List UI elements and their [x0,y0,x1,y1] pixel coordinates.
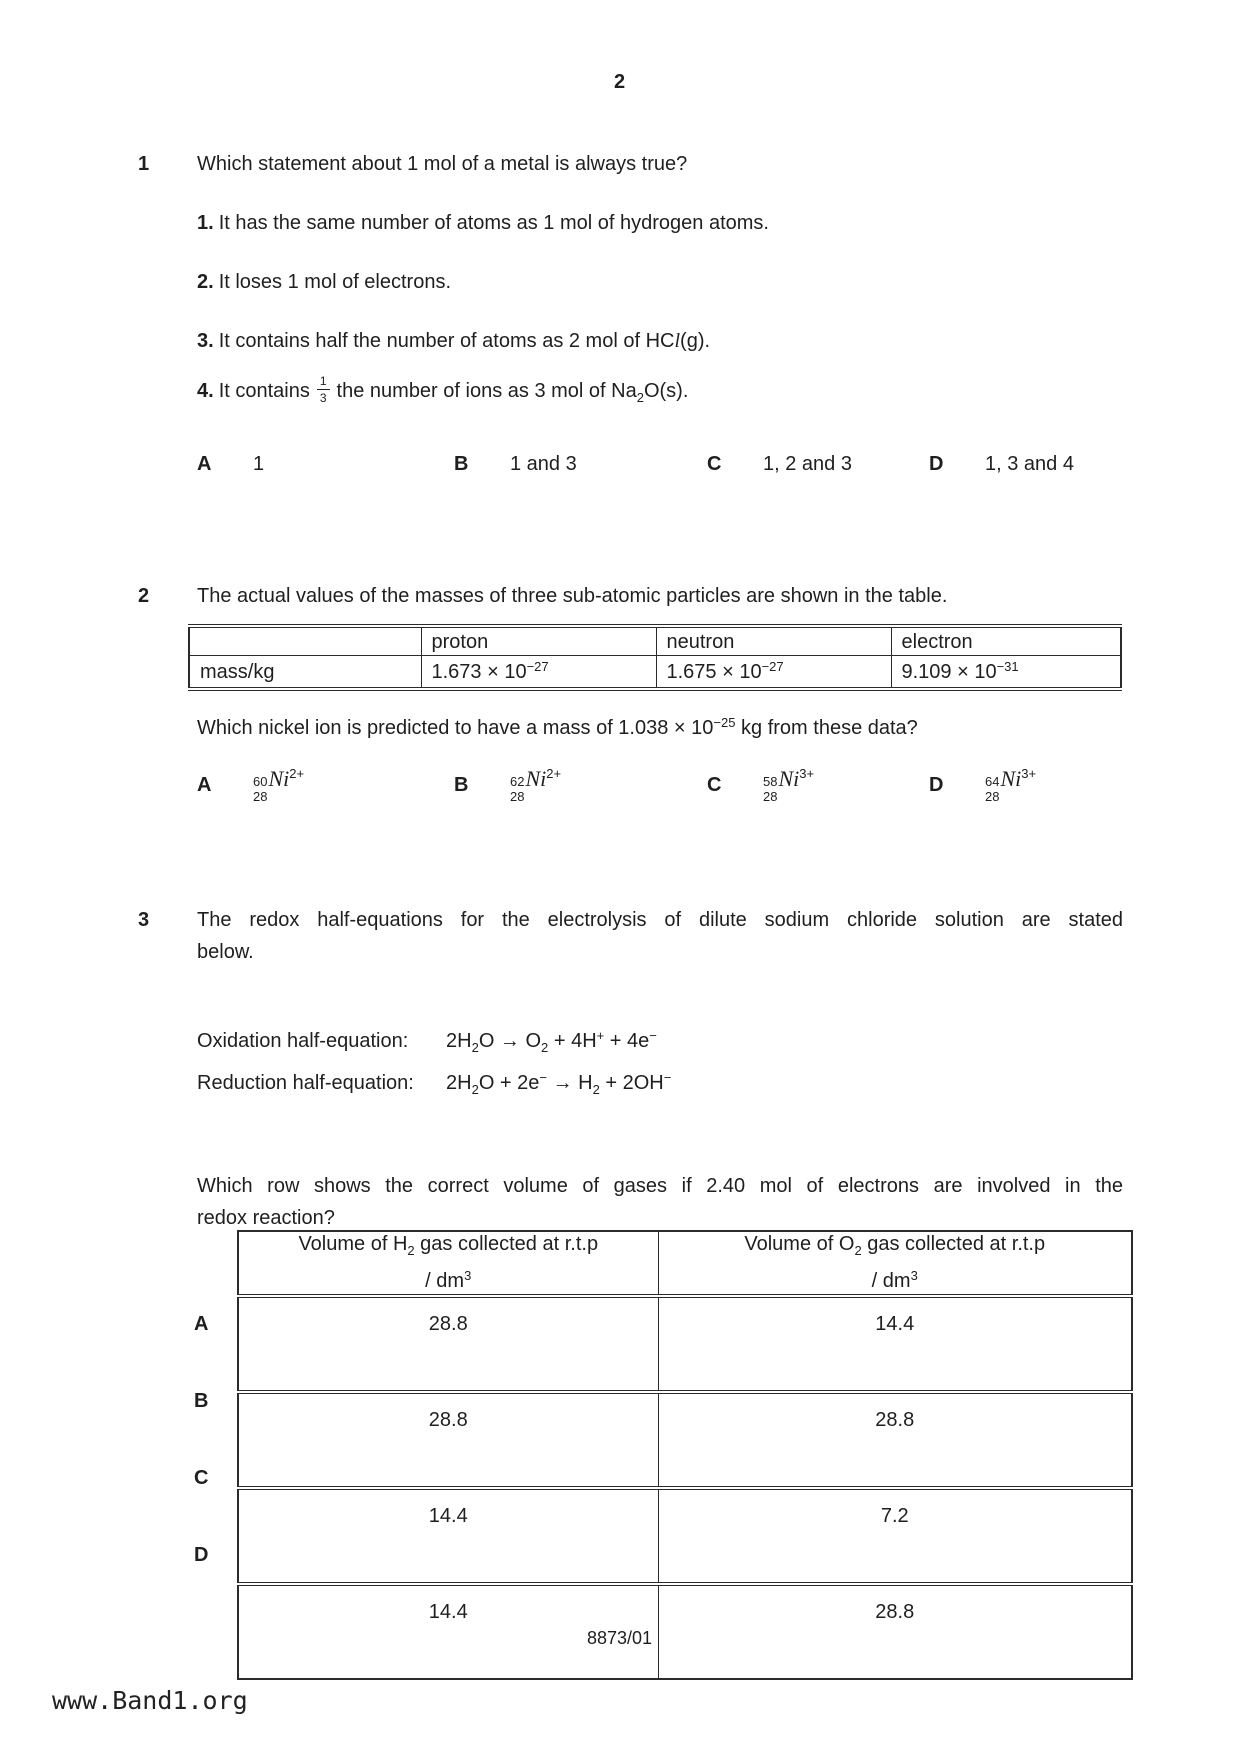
ion-charge: 3+ [799,766,815,781]
mass-neutron [656,656,891,690]
q2-option-b [454,766,561,805]
option-letter: A [197,453,212,475]
option-letter: B [454,774,469,797]
option-letter: C [707,453,722,475]
oxidation-half-equation [197,1028,657,1056]
nucleon-numbers [763,775,777,805]
table-header-row [189,626,1121,656]
superscript: − [663,1070,672,1085]
header-line1 [239,1232,658,1263]
q3-row-letter-b: B [194,1390,209,1412]
superscript: 3 [910,1268,918,1283]
q1-statement-4 [197,374,689,406]
header-text: Volume of H [298,1233,408,1255]
q2-number: 2 [138,585,150,607]
subscript: 2 [471,1082,479,1097]
atomic-number: 28 [985,788,1000,804]
fraction-numerator: 1 [317,375,330,390]
q2-stem: The actual values of the masses of three sub-atomic particles are shown in the table. [197,585,948,607]
exponent: −25 [713,715,736,730]
element-symbol: Ni [525,766,547,791]
q3-row-letter-a: A [194,1313,209,1335]
table-row-a [238,1296,1132,1392]
q3-row-letter-c: C [194,1467,209,1489]
superscript: 3 [464,1268,472,1283]
subscript: 2 [541,1040,549,1055]
o2-volume-a: 14.4 [658,1296,1132,1392]
mass-number: 64 [985,774,1000,789]
equation-text: O + 2e [478,1072,540,1094]
header-text: gas collected at r.t.p [414,1233,599,1255]
h2-volume-d: 14.4 [238,1584,658,1679]
statement-text: O(s). [643,379,689,402]
nucleon-numbers [510,775,524,805]
subscript: 2 [854,1243,862,1258]
q1-statement-1 [197,211,769,235]
option-value: 1 [253,453,265,475]
mass-electron [891,656,1121,690]
statement-number: 3. [197,330,214,352]
q2-option-c [707,766,814,805]
q2-option-d [929,766,1036,805]
exponent: −27 [526,659,549,674]
option-letter: B [454,453,469,475]
q1-option-b [454,452,577,476]
option-letter: A [197,774,212,797]
h2-volume-c: 14.4 [238,1488,658,1584]
nuclide-notation [985,766,1036,805]
q1-stem: Which statement about 1 mol of a metal is always true? [197,153,688,175]
option-letter: D [929,774,944,797]
unit-text: / dm [871,1270,911,1292]
q3-stem-line2: below. [197,941,254,963]
exponent: −27 [761,659,784,674]
atomic-number: 28 [253,788,268,804]
reduction-half-equation [197,1070,671,1098]
q1-option-a [197,452,264,476]
table-row-b [238,1392,1132,1488]
equation-text: + 2OH [599,1072,664,1094]
paper-code: 8873/01 [586,1628,653,1648]
q3-number: 3 [138,909,150,931]
corner-cell [189,626,421,656]
ion-charge: 2+ [546,766,562,781]
q3-question-line1: Which row shows the correct volume of gases if 2.40 mol of electrons are involved in the [197,1175,1123,1197]
statement-number: 1. [197,212,214,234]
table-row-c [238,1488,1132,1584]
col-header-neutron: neutron [656,626,891,656]
h2-volume-b: 28.8 [238,1392,658,1488]
italic-l: l [674,330,681,352]
equation-text: → H [547,1072,593,1094]
nuclide-notation [510,766,561,805]
statement-text: (g). [680,330,711,352]
h2-volume-a: 28.8 [238,1296,658,1392]
nuclide-notation [763,766,814,805]
option-letter: D [929,453,944,475]
col-header-proton: proton [421,626,656,656]
header-line2 [659,1263,1132,1294]
option-value: 1, 3 and 4 [985,453,1074,475]
q2-mass-table [188,624,1122,691]
q3-question-line2: redox reaction? [197,1207,335,1229]
mass-value: 1.675 × 10 [666,661,762,683]
option-value: 1 and 3 [510,453,577,475]
subscript: 2 [407,1243,415,1258]
row-label: mass/kg [189,656,421,690]
superscript: + [596,1028,605,1043]
table-header-row [238,1231,1132,1296]
header-line2 [239,1263,658,1294]
element-symbol: Ni [778,766,800,791]
subscript: 2 [471,1040,479,1055]
element-symbol: Ni [268,766,290,791]
page-number: 2 [613,71,626,93]
statement-text: the number of ions as 3 mol of Na [336,379,637,402]
superscript: − [649,1028,657,1043]
statement-text: It contains half the number of atoms as 2 mol of HC [218,330,675,352]
unit-text: / dm [425,1270,465,1292]
q3-row-letter-d: D [194,1544,209,1566]
nuclide-notation [253,766,304,805]
ion-charge: 3+ [1021,766,1037,781]
mass-number: 60 [253,774,268,789]
question-text: Which nickel ion is predicted to have a mass of 1.038 × 10 [197,717,714,739]
equation-text: 2H [446,1030,472,1052]
option-letter: C [707,774,722,797]
o2-volume-d: 28.8 [658,1584,1132,1679]
q1-option-d [929,452,1074,476]
subscript: 2 [592,1082,600,1097]
watermark-url: www.Band1.org [52,1686,248,1715]
ion-charge: 2+ [289,766,305,781]
subscript: 2 [636,389,644,405]
equation-text: + 4H [548,1030,597,1052]
o2-volume-b: 28.8 [658,1392,1132,1488]
question-text: kg from these data? [735,717,918,739]
superscript: − [539,1070,548,1085]
equation-label: Oxidation half-equation: [197,1030,409,1052]
col-header-h2-volume [238,1231,658,1296]
mass-number: 62 [510,774,525,789]
q3-volume-table [237,1230,1133,1680]
statement-number: 2. [197,271,214,293]
q1-statement-3 [197,329,710,353]
atomic-number: 28 [763,788,778,804]
q2-option-a [197,766,304,805]
header-line1 [659,1232,1132,1263]
equation-text: 2H [446,1072,472,1094]
header-text: gas collected at r.t.p [861,1233,1046,1255]
equation-text: + 4e [604,1030,650,1052]
mass-number: 58 [763,774,778,789]
atomic-number: 28 [510,788,525,804]
col-header-electron: electron [891,626,1121,656]
fraction-denominator: 3 [319,391,327,405]
one-third-fraction [317,375,330,404]
statement-text: It has the same number of atoms as 1 mol of hydrogen atoms. [218,212,769,234]
header-text: Volume of O [744,1233,855,1255]
exponent: −31 [996,659,1019,674]
q1-statement-2 [197,270,451,294]
table-data-row [189,656,1121,690]
nucleon-numbers [985,775,999,805]
equation-label: Reduction half-equation: [197,1072,414,1094]
statement-number: 4. [197,379,214,402]
col-header-o2-volume [658,1231,1132,1296]
statement-text: It contains [218,379,310,402]
q1-number: 1 [138,153,150,175]
option-value: 1, 2 and 3 [763,453,852,475]
q1-option-c [707,452,852,476]
nucleon-numbers [253,775,267,805]
mass-value: 1.673 × 10 [431,661,527,683]
q2-question [197,715,918,740]
mass-value: 9.109 × 10 [901,661,997,683]
element-symbol: Ni [1000,766,1022,791]
o2-volume-c: 7.2 [658,1488,1132,1584]
statement-text: It loses 1 mol of electrons. [218,271,452,293]
q3-stem-line1: The redox half-equations for the electrolysis of dilute sodium chloride solution are stated [197,909,1123,931]
mass-proton [421,656,656,690]
equation-text: O → O [478,1030,542,1052]
